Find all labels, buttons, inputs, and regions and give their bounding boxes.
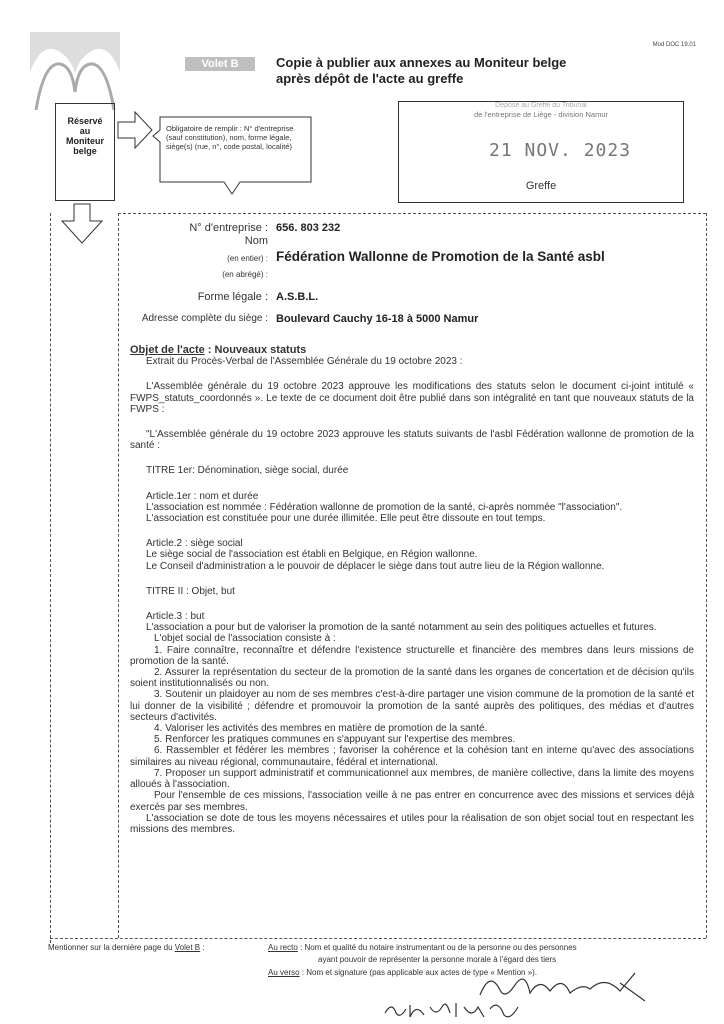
article-heading: Article.2 : siège social bbox=[146, 538, 243, 550]
objet-value: Nouveaux statuts bbox=[214, 344, 307, 356]
forme-legale-value: A.S.B.L. bbox=[276, 291, 319, 303]
handwritten-annotation bbox=[380, 995, 530, 1023]
section-heading: TITRE II : Objet, but bbox=[146, 585, 235, 597]
stamp-date: 21 NOV. 2023 bbox=[489, 140, 632, 161]
recto-text: : Nom et qualité du notaire instrumentant ou de la personne ou des personnes bbox=[300, 943, 577, 952]
footer-mention: Mentionner sur la dernière page du Volet B : bbox=[48, 943, 205, 952]
paragraph: L'association est nommée : Fédération wallonne de promotion de la santé, ci-après nommée "l'association". bbox=[146, 501, 623, 513]
reserve-line-1: Réservé bbox=[67, 116, 103, 126]
forme-legale-label: Forme légale : bbox=[197, 291, 268, 303]
list-item: 1. Faire connaître, reconnaître et défendre l'existence structurelle et financière des membres dans leurs missions de promotion de la santé. bbox=[130, 644, 694, 667]
list-item: 3. Soutenir un plaidoyer au nom de ses membres c'est-à-dire partager une vision commune de la promotion de la santé et lui donner de la visibilité ; défendre et promouvoir la promotion de la santé auprès des politiques, des médias et d'autres secteurs d'activités. bbox=[130, 689, 694, 723]
greffe-stamp-box bbox=[398, 101, 684, 203]
entreprise-num-label: N° d'entreprise : bbox=[189, 222, 268, 234]
list-item: 7. Proposer un support administratif et communicationnel aux membres, de manière collective, dans la limite des moyens alloués à l'association. bbox=[130, 767, 694, 791]
right-arrow-icon bbox=[117, 110, 153, 150]
mention-text: Mentionner sur la dernière page du bbox=[48, 943, 173, 952]
article-heading: Article.3 : but bbox=[146, 611, 205, 623]
paragraph: Pour l'ensemble de ces missions, l'association veille à ne pas entrer en concurrence avec des missions et services déjà exercés par ses membres. bbox=[130, 790, 694, 813]
reserve-line-2: au bbox=[79, 126, 91, 136]
list-item: 2. Assurer la représentation du secteur de la promotion de la santé dans les organes de concertation et de décision qu'ils soient institutionnalisés ou non. bbox=[130, 667, 694, 690]
paragraph: "L'Assemblée générale du 19 octobre 2023 approuve les statuts suivants de l'asbl Fédération wallonne de promotion de la santé : bbox=[130, 429, 694, 452]
entreprise-num-value: 656. 803 232 bbox=[276, 222, 341, 234]
paragraph: Le siège social de l'association est établi en Belgique, en Région wallonne. bbox=[146, 549, 478, 561]
paragraph: L'objet social de l'association consiste à : bbox=[154, 633, 336, 645]
nom-value: Fédération Wallonne de Promotion de la Santé asbl bbox=[276, 249, 605, 264]
frame-left-border bbox=[50, 213, 51, 943]
frame-inner-left-border bbox=[118, 213, 119, 938]
adresse-label: Adresse complète du siège : bbox=[141, 313, 268, 324]
title-line-1: Copie à publier aux annexes au Moniteur belge bbox=[276, 55, 567, 70]
down-arrow-icon bbox=[60, 203, 104, 245]
obligatoire-text: Obligatoire de remplir : N° d'entreprise (sauf constitution), nom, forme légale, siège(s) (rue, n°, code postal, localité) bbox=[166, 124, 294, 151]
page-title bbox=[276, 55, 566, 87]
reserve-line-4: belge bbox=[73, 146, 97, 156]
moniteur-logo bbox=[30, 32, 120, 110]
paragraph: L'association se dote de tous les moyens nécessaires et utiles pour la réalisation de son objet social tout en respectant les missions des membres. bbox=[130, 812, 694, 835]
list-item: 6. Rassembler et fédérer les membres ; favoriser la cohérence et la cohésion tant en interne qu'avec des associations similaires au niveau régional, communautaire, fédéral et international. bbox=[130, 745, 694, 768]
paragraph: Le Conseil d'administration a le pouvoir de déplacer le siège dans tout autre lieu de la Région wallonne. bbox=[146, 560, 605, 572]
title-line-2: après dépôt de l'acte au greffe bbox=[276, 71, 464, 86]
section-heading: TITRE 1er: Dénomination, siège social, durée bbox=[146, 465, 349, 477]
frame-top-border bbox=[118, 213, 706, 214]
reserve-line-3: Moniteur bbox=[66, 136, 104, 146]
volet-badge: Volet B bbox=[185, 57, 255, 71]
en-abrege-label: (en abrégé) : bbox=[222, 270, 268, 279]
stamp-line-2: de l'entreprise de Liège - division Namur bbox=[473, 110, 608, 119]
list-item: 5. Renforcer les pratiques communes en s'appuyant sur l'expertise des membres. bbox=[154, 734, 516, 746]
recto-label: Au recto bbox=[268, 943, 298, 952]
paragraph: L'association est constituée pour une durée illimitée. Elle peut être dissoute en tout temps. bbox=[146, 513, 546, 525]
objet-acte: Objet de l'acte : Nouveaux statuts bbox=[130, 344, 307, 356]
form-code: Mod DOC 19.01 bbox=[652, 42, 696, 48]
adresse-value: Boulevard Cauchy 16-18 à 5000 Namur bbox=[276, 313, 479, 325]
verso-text: : Nom et signature (pas applicable aux actes de type « Mention »). bbox=[301, 968, 538, 977]
paragraph: Extrait du Procès-Verbal de l'Assemblée Générale du 19 octobre 2023 : bbox=[146, 356, 463, 368]
stamp-line-1: Déposé au Greffe du Tribunal bbox=[495, 102, 587, 109]
mention-volet: Volet B bbox=[174, 943, 201, 952]
reserve-box bbox=[55, 103, 115, 201]
objet-label: Objet de l'acte bbox=[130, 344, 205, 356]
frame-right-border bbox=[706, 213, 707, 938]
en-entier-label: (en entier) : bbox=[227, 254, 268, 263]
nom-label: Nom bbox=[244, 235, 268, 247]
document-body bbox=[130, 345, 694, 835]
article-heading: Article.1er : nom et durée bbox=[146, 490, 259, 502]
verso-label: Au verso bbox=[268, 968, 300, 977]
paragraph: L'Assemblée générale du 19 octobre 2023 approuve les modifications des statuts selon le document ci-joint intitulé « FWPS_statuts_coordonnés ». Le texte de ce document doit être publié dans son intégralité en tant que nouveaux statuts de la FWPS : bbox=[130, 381, 694, 415]
footer-recto-2: ayant pouvoir de représenter la personne morale à l'égard des tiers bbox=[318, 955, 557, 964]
stamp-greffe: Greffe bbox=[525, 180, 557, 192]
paragraph: L'association a pour but de valoriser la promotion de la santé notamment au sein des politiques actuelles et futures. bbox=[146, 622, 657, 634]
footer-recto bbox=[268, 943, 708, 953]
frame-bottom-border bbox=[50, 938, 706, 939]
list-item: 4. Valoriser les activités des membres en matière de promotion de la santé. bbox=[154, 723, 488, 735]
